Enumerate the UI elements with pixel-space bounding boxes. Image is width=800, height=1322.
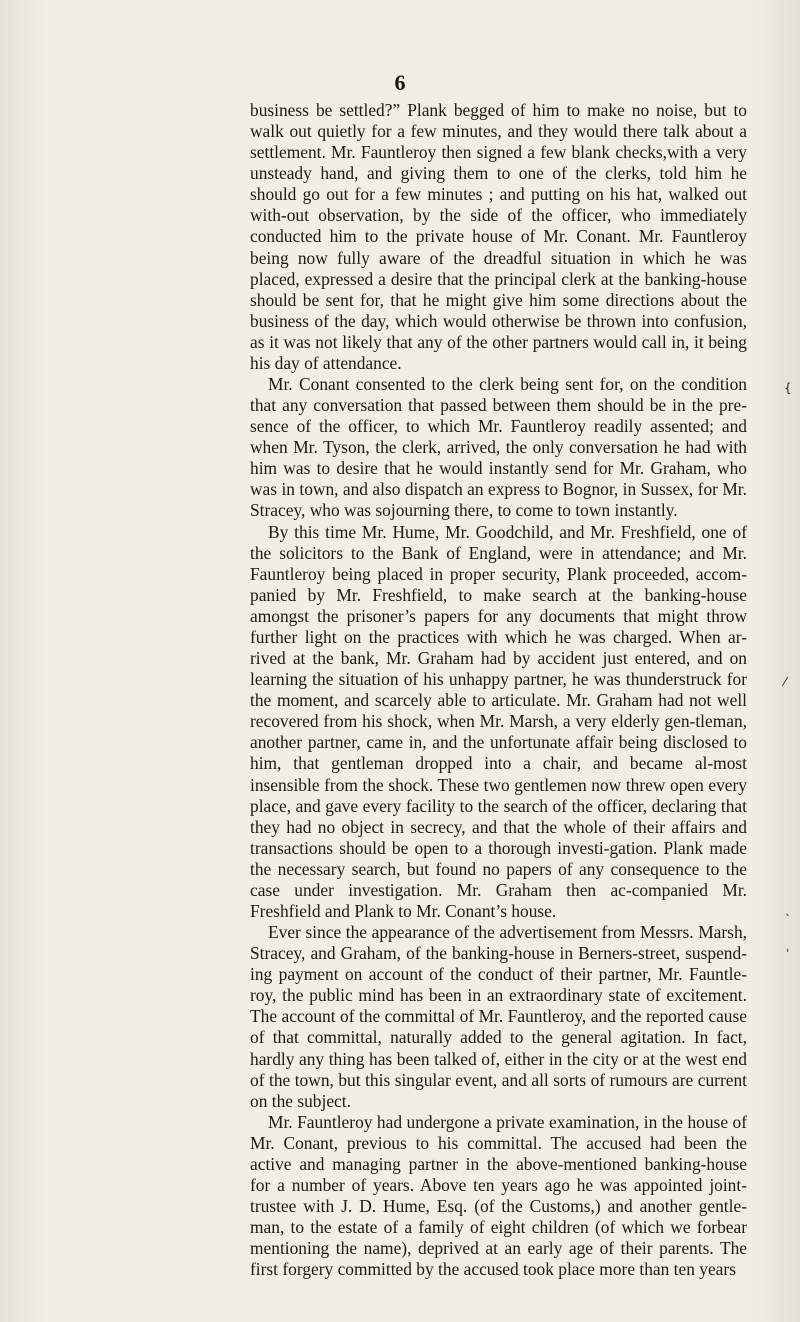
paragraph: Mr. Conant consented to the clerk being sent for, on the condition that any conversation that passed between them should be in the pre-sence of the officer, to which Mr. Fauntleroy readily assented; and when Mr. Tyson, the clerk, arrived, the only conversation he had with him was to desire that he would instantly send for Mr. Graham, who was in town, and also dispatch an express to Bognor, in Sussex, for Mr. Stracey, who was sojourning there, to come to town instantly.	[250, 374, 747, 521]
margin-mark: ˎ	[785, 902, 791, 916]
margin-mark: ⁄	[784, 675, 787, 689]
page-number: 6	[394, 70, 406, 95]
paragraph: Ever since the appearance of the advertisement from Messrs. Marsh, Stracey, and Graham, of the banking-house in Berners-street, suspend-ing payment on account of the conduct of their partner, Mr. Fauntle-roy, the public mind has been in an extraordinary state of excitement. The account of the committal of Mr. Fauntleroy, and the reported cause of that committal, naturally added to the general agitation. In fact, hardly any thing has been talked of, either in the city or at the west end of the town, but this singular event, and all sorts of rumours are current on the subject.	[250, 922, 747, 1111]
body-text	[250, 100, 747, 1280]
margin-mark: {	[784, 381, 792, 395]
paragraph: By this time Mr. Hume, Mr. Goodchild, and Mr. Freshfield, one of the solicitors to the Bank of England, were in attendance; and Mr. Fauntleroy being placed in proper security, Plank proceeded, accom-panied by Mr. Freshfield, to make search at the banking-house amongst the prisoner’s papers for any documents that might throw further light on the practices with which he was charged. When ar-rived at the bank, Mr. Graham had by accident just entered, and on learning the situation of his unhappy partner, he was thunderstruck for the moment, and scarcely able to articulate. Mr. Graham had not well recovered from his shock, when Mr. Marsh, a very elderly gen-tleman, another partner, came in, and the unfortunate affair being disclosed to him, that gentleman dropped into a chair, and became al-most insensible from the shock. These two gentlemen now threw open every place, and gave every facility to the search of the officer, declaring that they had no object in secrecy, and that the whole of their affairs and transactions should be open to a thorough investi-gation. Plank made the necessary search, but found no papers of any consequence to the case under investigation. Mr. Graham then ac-companied Mr. Freshfield and Plank to Mr. Conant’s house.	[250, 521, 747, 921]
margin-mark: ˌ	[786, 939, 790, 953]
paragraph: Mr. Fauntleroy had undergone a private examination, in the house of Mr. Conant, previous to his committal. The accused had been the active and managing partner in the above-mentioned banking-house for a number of years. Above ten years ago he was appointed joint-trustee with J. D. Hume, Esq. (of the Customs,) and another gentle-man, to the estate of a family of eight children (of which we forbear mentioning the name), deprived at an early age of their parents. The first forgery committed by the accused took place more than ten years	[250, 1111, 747, 1280]
paragraph: business be settled?” Plank begged of him to make no noise, but to walk out quietly for a few minutes, and they would there talk about a settlement. Mr. Fauntleroy then signed a few blank checks,with a very unsteady hand, and giving them to one of the clerks, told him he should go out for a few minutes ; and putting on his hat, walked out with-out observation, by the side of the officer, who immediately conducted him to the private house of Mr. Conant. Mr. Fauntleroy being now fully aware of the dreadful situation in which he was placed, expressed a desire that the principal clerk at the banking-house should be sent for, that he might give him some directions about the business of the day, which would otherwise be thrown into confusion, as it was not likely that any of the other partners would call in, it being his day of attendance.	[250, 100, 747, 373]
